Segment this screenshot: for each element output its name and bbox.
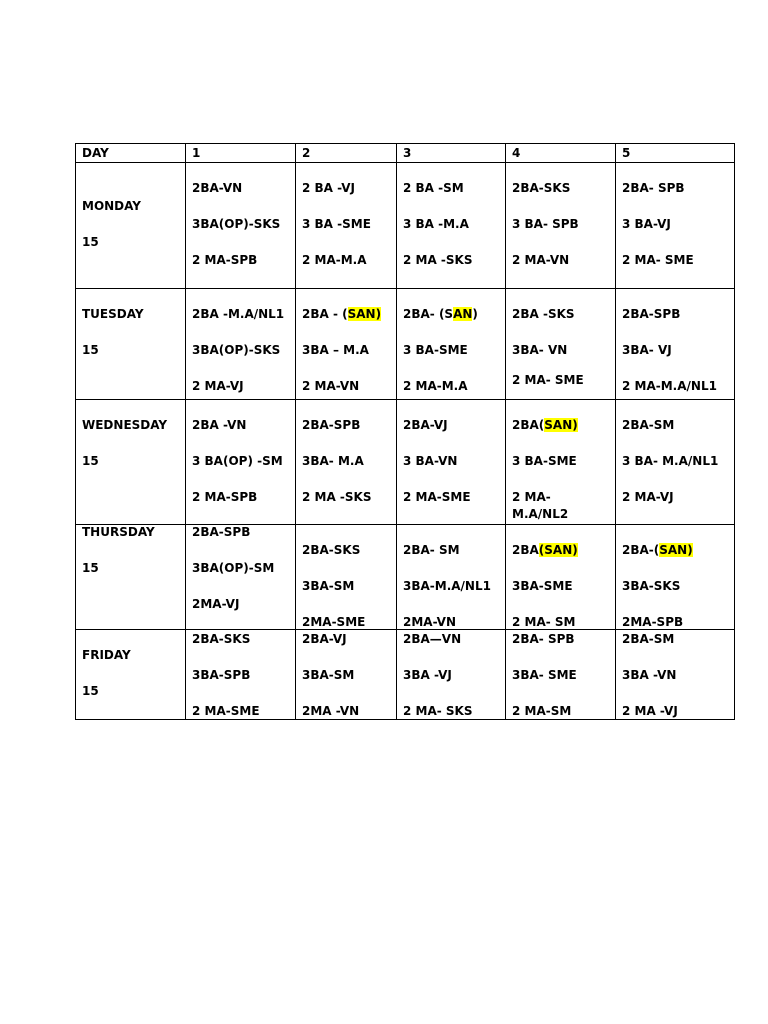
class-entry: 2BA-SKS xyxy=(192,632,251,646)
period-cell xyxy=(397,630,506,720)
header-period-2: 2 xyxy=(296,144,397,163)
day-number: 15 xyxy=(82,454,99,468)
class-entry: 3BA- VN xyxy=(512,343,568,357)
entry-text: 2BA( xyxy=(512,418,545,432)
class-entry: 2 MA- SME xyxy=(622,253,694,267)
class-entry: 2 MA -SKS xyxy=(302,490,372,504)
class-entry: 2 MA-M.A xyxy=(403,379,468,393)
class-entry: 2MA-SPB xyxy=(622,615,684,629)
class-entry: 2BA -VN xyxy=(192,418,247,432)
class-entry: 2 MA-SPB xyxy=(192,253,258,267)
class-entry: 3BA- VJ xyxy=(622,343,672,357)
class-entry: 2 MA- SME xyxy=(512,373,584,387)
day-name: THURSDAY xyxy=(82,525,155,539)
class-entry: 2BA-SPB xyxy=(192,525,251,539)
highlighted-text: SAN) xyxy=(659,543,693,557)
class-entry xyxy=(512,418,578,432)
period-cell xyxy=(616,525,735,630)
class-entry: 2 MA-SM xyxy=(512,704,572,718)
class-entry: 3BA-SKS xyxy=(622,579,681,593)
highlighted-text: AN xyxy=(453,307,473,321)
class-entry: 2BA- SPB xyxy=(622,181,685,195)
period-cell xyxy=(186,289,296,400)
class-entry: 3 BA- M.A/NL1 xyxy=(622,454,719,468)
period-cell xyxy=(296,525,397,630)
period-cell xyxy=(186,163,296,289)
class-entry xyxy=(622,543,693,557)
period-cell xyxy=(616,400,735,525)
period-cell xyxy=(296,400,397,525)
period-cell xyxy=(186,400,296,525)
class-entry: 3 BA(OP) -SM xyxy=(192,454,283,468)
day-cell xyxy=(76,630,186,720)
period-cell xyxy=(616,289,735,400)
day-number: 15 xyxy=(82,235,99,249)
period-cell xyxy=(296,289,397,400)
class-entry: 2BA-VJ xyxy=(302,632,347,646)
class-entry: 2BA-SPB xyxy=(622,307,681,321)
class-entry: 2BA-SPB xyxy=(302,418,361,432)
class-entry: 2 MA-VJ xyxy=(622,490,674,504)
period-cell xyxy=(506,400,616,525)
class-entry: 3BA- SME xyxy=(512,668,577,682)
class-entry: 3BA -VN xyxy=(622,668,677,682)
class-entry: 3 BA-SME xyxy=(512,454,577,468)
day-cell xyxy=(76,525,186,630)
timetable-sheet xyxy=(75,143,735,720)
class-entry: 2 BA -VJ xyxy=(302,181,355,195)
class-entry: 2BA- SPB xyxy=(512,632,575,646)
class-entry: 2BA-SM xyxy=(622,632,675,646)
period-cell xyxy=(616,630,735,720)
class-entry: 3 BA-SME xyxy=(403,343,468,357)
class-entry: 2 MA -SKS xyxy=(403,253,473,267)
highlighted-text: SAN) xyxy=(544,418,578,432)
class-entry: 3BA-SME xyxy=(512,579,573,593)
class-entry: 2MA -VN xyxy=(302,704,360,718)
header-period-3: 3 xyxy=(397,144,506,163)
class-entry: 2BA-SKS xyxy=(512,181,571,195)
entry-text: 2BA - ( xyxy=(302,307,348,321)
header-row xyxy=(76,144,735,163)
table-row xyxy=(76,630,735,720)
day-name: WEDNESDAY xyxy=(82,418,168,432)
class-entry: 2MA-SME xyxy=(302,615,366,629)
entry-text: 2BA-( xyxy=(622,543,660,557)
table-row xyxy=(76,400,735,525)
timetable-body xyxy=(76,163,735,720)
table-row xyxy=(76,163,735,289)
class-entry: M.A/NL2 xyxy=(512,507,569,521)
period-cell xyxy=(506,525,616,630)
class-entry: 3 BA-VN xyxy=(403,454,458,468)
day-name: MONDAY xyxy=(82,199,141,213)
period-cell xyxy=(296,630,397,720)
class-entry: 3 BA -SME xyxy=(302,217,371,231)
period-cell xyxy=(186,525,296,630)
class-entry: 3BA- M.A xyxy=(302,454,364,468)
header-period-1: 1 xyxy=(186,144,296,163)
class-entry: 3BA-SM xyxy=(302,668,355,682)
class-entry xyxy=(403,307,478,321)
period-cell xyxy=(186,630,296,720)
day-number: 15 xyxy=(82,561,99,575)
class-entry: 2 MA-SME xyxy=(403,490,471,504)
class-entry: 2BA -SKS xyxy=(512,307,575,321)
class-entry: 3 BA- SPB xyxy=(512,217,579,231)
header-period-4: 4 xyxy=(506,144,616,163)
table-row xyxy=(76,289,735,400)
day-cell xyxy=(76,163,186,289)
header-day: DAY xyxy=(76,144,186,163)
class-entry: 2 MA-SPB xyxy=(192,490,258,504)
class-entry: 2 MA- xyxy=(512,490,551,504)
day-number: 15 xyxy=(82,684,99,698)
timetable xyxy=(75,143,735,720)
highlighted-text: (SAN) xyxy=(538,543,578,557)
class-entry: 3 BA -M.A xyxy=(403,217,469,231)
class-entry: 3BA-SPB xyxy=(192,668,251,682)
class-entry: 2BA- SM xyxy=(403,543,460,557)
class-entry: 3 BA-VJ xyxy=(622,217,671,231)
period-cell xyxy=(506,289,616,400)
class-entry: 2 MA-M.A/NL1 xyxy=(622,379,717,393)
class-entry: 3BA-SM xyxy=(302,579,355,593)
class-entry: 2 MA- SKS xyxy=(403,704,473,718)
class-entry: 2BA-SM xyxy=(622,418,675,432)
period-cell xyxy=(506,630,616,720)
period-cell xyxy=(296,163,397,289)
period-cell xyxy=(397,163,506,289)
class-entry: 3BA(OP)-SM xyxy=(192,561,275,575)
period-cell xyxy=(397,289,506,400)
class-entry: 3BA – M.A xyxy=(302,343,369,357)
class-entry: 2MA-VJ xyxy=(192,597,240,611)
class-entry: 2 MA- SM xyxy=(512,615,576,629)
day-name: FRIDAY xyxy=(82,648,131,662)
day-name: TUESDAY xyxy=(82,307,144,321)
entry-text: ) xyxy=(472,307,478,321)
class-entry: 2 MA-VJ xyxy=(192,379,244,393)
class-entry: 2 MA-M.A xyxy=(302,253,367,267)
class-entry xyxy=(512,543,578,557)
class-entry xyxy=(302,307,381,321)
day-number: 15 xyxy=(82,343,99,357)
class-entry: 2 MA-SME xyxy=(192,704,260,718)
class-entry: 2 MA-VN xyxy=(512,253,570,267)
entry-text: 2BA xyxy=(512,543,539,557)
class-entry: 2BA -M.A/NL1 xyxy=(192,307,285,321)
class-entry: 2BA-VN xyxy=(192,181,243,195)
class-entry: 2BA-SKS xyxy=(302,543,361,557)
entry-text: 2BA- (S xyxy=(403,307,454,321)
day-cell xyxy=(76,289,186,400)
class-entry: 3BA -VJ xyxy=(403,668,452,682)
class-entry: 3BA(OP)-SKS xyxy=(192,217,281,231)
period-cell xyxy=(397,525,506,630)
class-entry: 2 BA -SM xyxy=(403,181,464,195)
class-entry: 3BA(OP)-SKS xyxy=(192,343,281,357)
period-cell xyxy=(616,163,735,289)
header-period-5: 5 xyxy=(616,144,735,163)
class-entry: 2BA—VN xyxy=(403,632,462,646)
table-row xyxy=(76,525,735,630)
highlighted-text: SAN) xyxy=(347,307,382,321)
class-entry: 2MA-VN xyxy=(403,615,457,629)
class-entry: 2 MA-VN xyxy=(302,379,360,393)
class-entry: 2BA-VJ xyxy=(403,418,448,432)
period-cell xyxy=(506,163,616,289)
day-cell xyxy=(76,400,186,525)
period-cell xyxy=(397,400,506,525)
class-entry: 3BA-M.A/NL1 xyxy=(403,579,491,593)
class-entry: 2 MA -VJ xyxy=(622,704,678,718)
